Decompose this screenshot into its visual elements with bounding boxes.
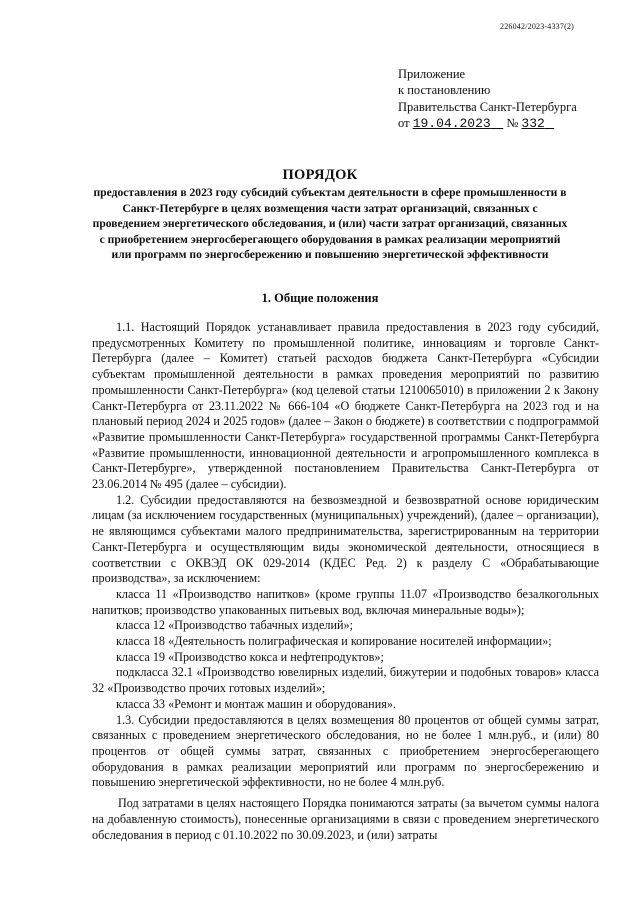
number-label: № <box>506 116 519 131</box>
document-body <box>92 320 599 843</box>
resolution-number: 332 <box>521 116 545 132</box>
appendix-block <box>398 66 577 133</box>
exception-item: подкласса 32.1 «Производство ювелирных изделий, бижутерии и подобных товаров» класса 32 «Производство прочих готовых изделий»; <box>92 665 599 696</box>
document-subtitle: предоставления в 2023 году субсидий субъектам деятельности в сфере промышленности в Санкт-Петербурге в целях возмещения части затрат организаций, связанных с проведением энергетического обследования, и (или) части затрат организаций, связанных с приобретением энергосберегающего оборудования в рамках реализации мероприятий или программ по энергосбережению и повышению энергетической эффективности <box>92 186 568 262</box>
document-number: 226042/2023-4337(2) <box>500 22 575 31</box>
resolution-date: 19.04.2023 <box>412 116 491 132</box>
section-heading: 1. Общие положения <box>261 291 379 305</box>
exception-item: класса 11 «Производство напитков» (кроме группы 11.07 «Производство безалкогольных напитков; производство упакованных питьевых вод, включая минеральные воды»); <box>92 586 599 617</box>
appendix-line-2: к постановлению <box>398 83 491 98</box>
exception-item: класса 18 «Деятельность полиграфическая и копирование носителей информации»; <box>116 634 552 649</box>
paragraph-1-1: 1.1. Настоящий Порядок устанавливает правила предоставления в 2023 году субсидий, предусмотренных Комитету по промышленной политике, инновациям и торговле Санкт-Петербурга (далее – Комитет) статьей расходов бюджета Санкт-Петербурга «Субсидии субъектам промышленной деятельности в рамках проведения мероприятий по развитию промышленности Санкт-Петербурга» (код целевой статьи 1210065010) в приложении 2 к Закону Санкт-Петербурга от 23.11.2022 № 666-104 «О бюджете Санкт-Петербурга на 2023 год и на плановый период 2024 и 2025 годов» (далее – Закон о бюджете) в соответствии с подпрограммой «Развитие промышленности Санкт-Петербурга» государственной программы Санкт-Петербурга «Развитие промышленности, инновационной деятельности и агропромышленного комплекса в Санкт-Петербурге», утвержденной постановлением Правительства Санкт-Петербурга от 23.06.2014 № 495 (далее – субсидии). <box>92 320 599 492</box>
exception-item: класса 19 «Производство кокса и нефтепродуктов»; <box>116 649 384 664</box>
appendix-line-1: Приложение <box>398 67 466 81</box>
exception-item: класса 12 «Производство табачных изделий»; <box>116 618 353 633</box>
exception-item: класса 33 «Ремонт и монтаж машин и оборудования». <box>116 696 396 711</box>
paragraph-costs: Под затратами в целях настоящего Порядка понимаются затраты (за вычетом суммы налога на добавленную стоимость), понесенные организациями в связи с проведением энергетического обследования в период с 01.10.2022 по 30.09.2023, и (или) затраты <box>92 796 599 842</box>
appendix-line-3: Правительства Санкт-Петербурга <box>398 99 577 114</box>
paragraph-1-3: 1.3. Субсидии предоставляются в целях возмещения 80 процентов от общей суммы затрат, связанных с проведением энергетического обследования, но не более 1 млн.руб., и (или) 80 процентов от общей суммы затрат, связанных с приобретением энергосберегающего оборудования в рамках реализации мероприятий или программ по энергосбережению и повышению энергетической эффективности, но не более 4 млн.руб. <box>92 712 599 790</box>
document-title: ПОРЯДОК <box>282 167 358 183</box>
appendix-date-line <box>398 115 577 132</box>
from-label: от <box>398 116 410 131</box>
paragraph-1-2: 1.2. Субсидии предоставляются на безвозмездной и безвозвратной основе юридическим лицам (за исключением государственных (муниципальных) учреждений), (далее – организации), не являющимся субъектами малого предпринимательства, зарегистрированным на территории Санкт-Петербурга и осуществляющим виды экономической деятельности, относящиеся в соответствии с ОКВЭД ОК 029-2014 (КДЕС Ред. 2) к разделу С «Обрабатывающие производства», за исключением: <box>92 492 599 586</box>
